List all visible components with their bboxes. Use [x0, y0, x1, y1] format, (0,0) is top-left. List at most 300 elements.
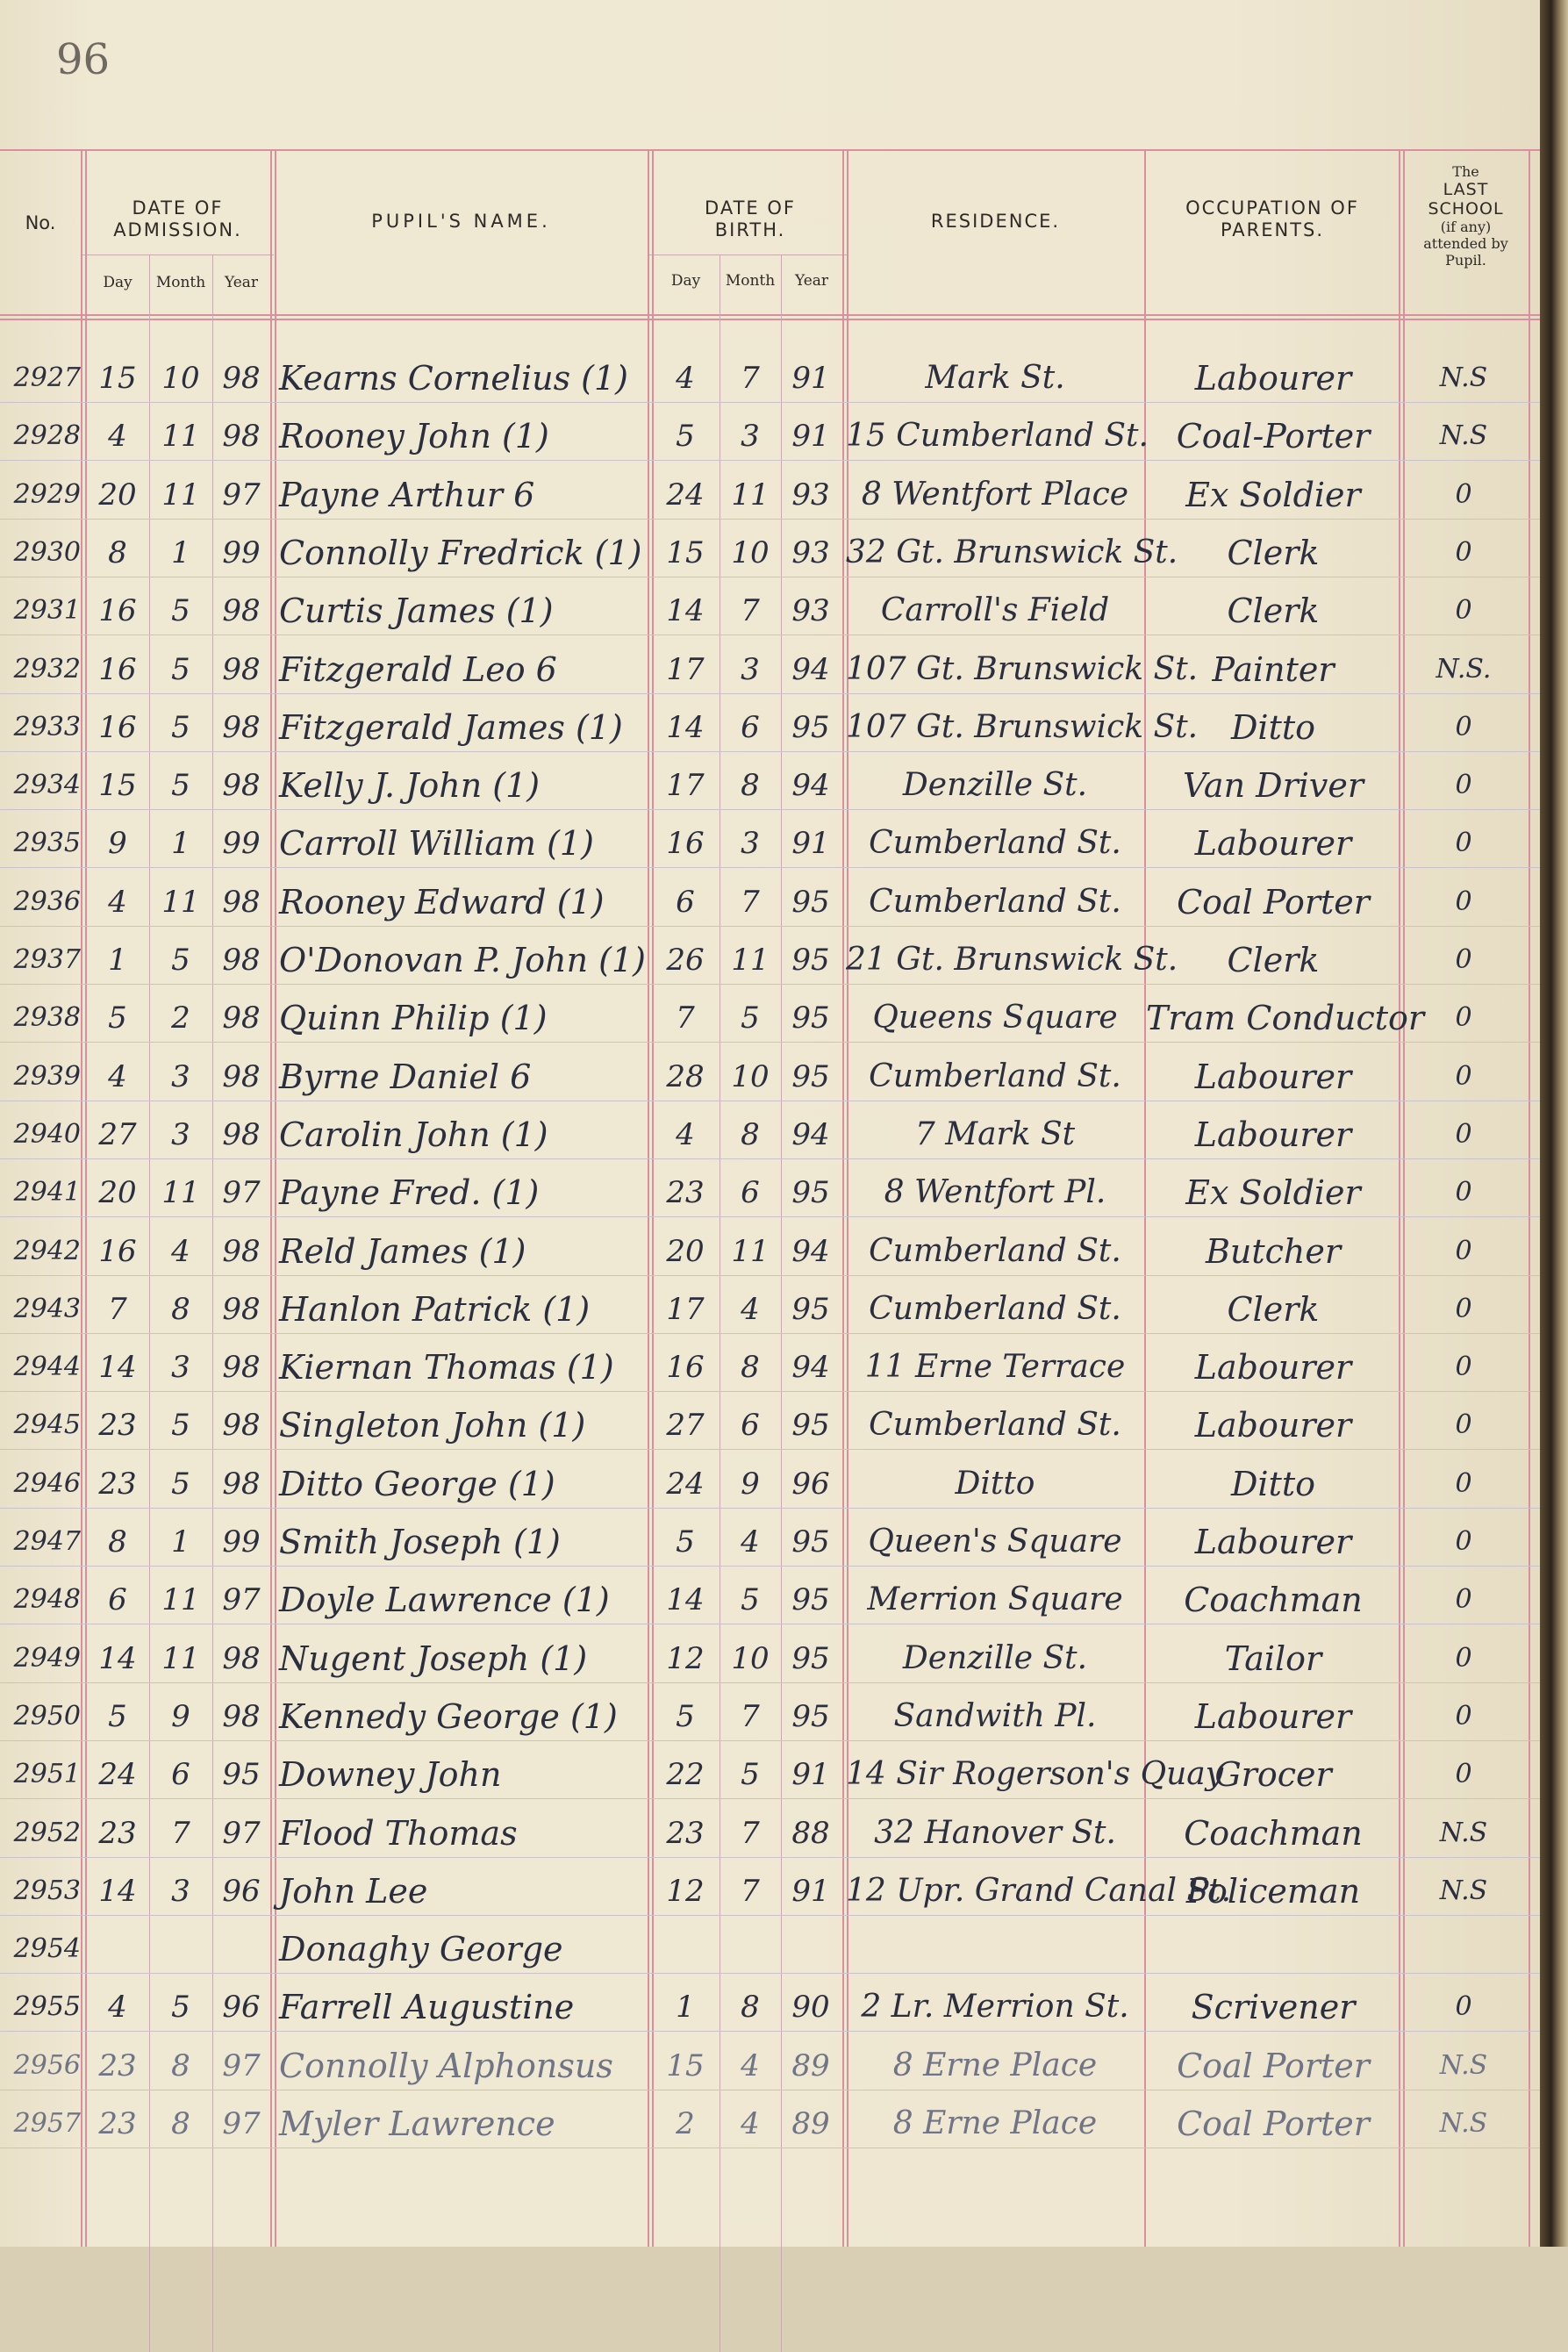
admission-day: 8	[108, 534, 127, 570]
admission-day: 16	[98, 651, 137, 687]
last-school: 0	[1455, 1002, 1472, 1034]
birth-month: 4	[741, 2047, 760, 2083]
last-school: 0	[1455, 595, 1472, 627]
pupil-name: O'Donovan P. John (1)	[279, 941, 646, 979]
entry-number: 2932	[13, 653, 81, 685]
admission-month: 1	[171, 534, 190, 570]
birth-month: 6	[741, 1408, 760, 1444]
birth-year: 89	[791, 2047, 830, 2083]
birth-month: 7	[741, 884, 760, 920]
admission-day: 23	[98, 1466, 137, 1502]
occupation: Labourer	[1194, 1057, 1352, 1096]
pupil-name: Kennedy George (1)	[279, 1696, 618, 1736]
residence: Cumberland St.	[869, 1232, 1121, 1269]
birth-month: 11	[731, 1233, 770, 1269]
birth-month: 7	[741, 1815, 760, 1851]
last-school: N.S	[1439, 1817, 1488, 1848]
birth-month: 11	[731, 477, 770, 513]
admission-day: 16	[98, 709, 137, 745]
admission-day: 1	[108, 943, 127, 978]
admission-day: 4	[108, 419, 127, 455]
residence: 8 Wentfort Place	[861, 476, 1129, 513]
table-row	[0, 1452, 1540, 1509]
table-row	[0, 1802, 1540, 1858]
admission-month: 1	[171, 826, 190, 862]
birth-year: 91	[791, 1873, 830, 1909]
last-school: 0	[1455, 1293, 1472, 1324]
admission-day: 4	[108, 884, 127, 920]
admission-month: 8	[171, 2106, 190, 2141]
residence: 8 Erne Place	[892, 2047, 1098, 2083]
table-row	[0, 1278, 1540, 1334]
birth-month: 10	[731, 534, 770, 570]
birth-day: 16	[666, 1350, 705, 1386]
residence: 15 Cumberland St.	[846, 418, 1149, 455]
entry-number: 2941	[13, 1177, 81, 1208]
pupil-name: Fitzgerald James (1)	[279, 707, 623, 747]
birth-month: 3	[741, 419, 760, 455]
pupil-name: Reld James (1)	[279, 1231, 526, 1271]
birth-month: 4	[741, 2106, 760, 2141]
admission-month: 11	[161, 1582, 200, 1618]
table-row	[0, 638, 1540, 694]
table-row	[0, 754, 1540, 810]
header-occupation: OCCUPATION OF PARENTS.	[1185, 197, 1359, 240]
admission-day: 23	[98, 1408, 137, 1444]
residence: Cumberland St.	[869, 1407, 1121, 1444]
residence: Denzille St.	[902, 767, 1088, 804]
residence: 107 Gt. Brunswick St.	[846, 708, 1199, 745]
birth-day: 24	[666, 477, 705, 513]
birth-year: 95	[791, 1582, 830, 1618]
table-row	[0, 1336, 1540, 1392]
table-row	[0, 1685, 1540, 1741]
occupation: Scrivener	[1191, 1988, 1356, 2027]
entry-number: 2953	[13, 1875, 81, 1906]
residence: Cumberland St.	[869, 883, 1121, 920]
admission-month: 3	[171, 1058, 190, 1094]
table-row	[0, 1743, 1540, 1799]
entry-number: 2938	[13, 1002, 81, 1034]
admission-day: 23	[98, 2106, 137, 2141]
entry-number: 2949	[13, 1642, 81, 1674]
birth-month: 10	[731, 1640, 770, 1676]
birth-day: 23	[666, 1175, 705, 1211]
admission-month: 5	[171, 593, 190, 629]
entry-number: 2957	[13, 2108, 81, 2139]
birth-day: 17	[666, 768, 705, 804]
book-spine	[1540, 0, 1568, 2247]
last-school: N.S	[1439, 420, 1488, 452]
entry-number: 2930	[13, 536, 81, 568]
header-pupil-name: PUPIL'S NAME.	[371, 211, 551, 232]
header-bottom-rule-2	[0, 319, 1540, 320]
admission-year: 99	[222, 826, 261, 862]
admission-month: 1	[171, 1524, 190, 1560]
entry-number: 2939	[13, 1060, 81, 1092]
birth-year: 96	[791, 1466, 830, 1502]
birth-day: 5	[676, 419, 695, 455]
admission-year: 97	[222, 2106, 261, 2141]
admission-month: 3	[171, 1350, 190, 1386]
header-bottom-rule	[0, 314, 1540, 316]
birth-day: 14	[666, 593, 705, 629]
birth-month: 5	[741, 1000, 760, 1036]
occupation: Ditto	[1230, 1464, 1316, 1503]
entry-number: 2940	[13, 1118, 81, 1150]
last-school: 0	[1455, 711, 1472, 742]
admission-year: 98	[222, 1116, 261, 1152]
last-school: 0	[1455, 944, 1472, 975]
admission-day: 23	[98, 2047, 137, 2083]
pupil-name: Nugent Joseph (1)	[279, 1639, 588, 1678]
occupation: Coal Porter	[1177, 2105, 1370, 2143]
entry-number: 2947	[13, 1526, 81, 1557]
residence: Sandwith Pl.	[893, 1697, 1097, 1734]
table-row	[0, 1627, 1540, 1683]
table-row	[0, 2034, 1540, 2090]
birth-month: 3	[741, 651, 760, 687]
birth-day: 17	[666, 1291, 705, 1327]
admission-year: 98	[222, 709, 261, 745]
table-row	[0, 579, 1540, 635]
pupil-name: Ditto George (1)	[279, 1464, 555, 1503]
birth-day: 15	[666, 2047, 705, 2083]
last-school: 0	[1455, 1352, 1472, 1383]
birth-year: 89	[791, 2106, 830, 2141]
birth-year: 95	[791, 1408, 830, 1444]
occupation: Grocer	[1214, 1755, 1332, 1795]
entry-number: 2931	[13, 595, 81, 627]
table-row	[0, 2092, 1540, 2148]
occupation: Coachman	[1184, 1813, 1363, 1853]
birth-day: 14	[666, 709, 705, 745]
last-school: 0	[1455, 1759, 1472, 1790]
occupation: Ex Soldier	[1185, 1173, 1361, 1213]
birth-year: 95	[791, 1058, 830, 1094]
birth-month: 8	[741, 1990, 760, 2026]
pupil-name: Kelly J. John (1)	[279, 766, 541, 806]
last-school: 0	[1455, 828, 1472, 859]
residence: 8 Wentfort Pl.	[884, 1174, 1106, 1211]
birth-day	[651, 1918, 720, 1974]
table-row	[0, 463, 1540, 520]
admission-day: 16	[98, 593, 137, 629]
header-birth-day: Day	[670, 272, 701, 290]
residence: Queen's Square	[868, 1524, 1122, 1560]
residence: 7 Mark St	[914, 1115, 1076, 1152]
admission-month: 5	[171, 709, 190, 745]
admission-day: 15	[98, 361, 137, 396]
header-admission: DATE OF ADMISSION.	[113, 197, 242, 240]
occupation: Coal Porter	[1177, 2046, 1370, 2085]
residence: 12 Upr. Grand Canal St.	[846, 1872, 1232, 1909]
birth-day: 4	[676, 361, 695, 396]
entry-number: 2944	[13, 1352, 81, 1383]
birth-day: 20	[666, 1233, 705, 1269]
admission-day: 14	[98, 1350, 137, 1386]
last-school: 0	[1455, 1584, 1472, 1616]
birth-day: 5	[676, 1524, 695, 1560]
header-last-school	[1403, 163, 1529, 269]
header-no: No.	[25, 212, 56, 233]
birth-year: 91	[791, 419, 830, 455]
birth-month: 11	[731, 943, 770, 978]
admission-day: 24	[98, 1757, 137, 1793]
admission-month: 11	[161, 1175, 200, 1211]
admission-year: 98	[222, 419, 261, 455]
entry-number: 2935	[13, 828, 81, 859]
admission-day: 14	[98, 1873, 137, 1909]
last-school: N.S.	[1436, 653, 1492, 685]
pupil-name: Payne Fred. (1)	[279, 1173, 540, 1213]
birth-year: 91	[791, 361, 830, 396]
last-school: N.S	[1439, 362, 1488, 393]
pupil-name: Rooney Edward (1)	[279, 882, 605, 921]
entry-number: 2945	[13, 1409, 81, 1441]
birth-year: 88	[791, 1815, 830, 1851]
pupil-name: Hanlon Patrick (1)	[279, 1289, 591, 1329]
admission-day: 4	[108, 1990, 127, 2026]
pupil-name: Farrell Augustine	[279, 1988, 575, 2027]
pupil-name: Payne Arthur 6	[279, 475, 535, 514]
last-school	[1402, 1918, 1525, 1974]
admission-year: 95	[222, 1757, 261, 1793]
residence: Carroll's Field	[880, 592, 1110, 629]
admission-day: 20	[98, 1175, 137, 1211]
table-row	[0, 871, 1540, 927]
last-school: 0	[1455, 1235, 1472, 1266]
page-number: 96	[56, 35, 111, 84]
residence: Cumberland St.	[869, 1058, 1121, 1094]
table-row	[0, 1860, 1540, 1916]
birth-month: 7	[741, 361, 760, 396]
admission-year: 96	[222, 1990, 261, 2026]
occupation: Clerk	[1227, 592, 1320, 631]
table-row	[0, 521, 1540, 577]
pupil-name: Carolin John (1)	[279, 1115, 548, 1154]
birth-day: 22	[666, 1757, 705, 1793]
entry-number: 2933	[13, 711, 81, 742]
admission-month: 3	[171, 1873, 190, 1909]
pupil-name: Byrne Daniel 6	[279, 1057, 532, 1096]
occupation	[1146, 1918, 1400, 1974]
admission-month: 3	[171, 1116, 190, 1152]
admission-month: 5	[171, 1466, 190, 1502]
residence: Ditto	[955, 1465, 1035, 1502]
occupation: Labourer	[1194, 1348, 1352, 1388]
birth-day: 16	[666, 826, 705, 862]
admission-day: 5	[108, 1698, 127, 1734]
occupation: Labourer	[1194, 1406, 1352, 1445]
entry-number: 2936	[13, 886, 81, 917]
birth-year	[781, 1918, 841, 1974]
admission-month: 5	[171, 943, 190, 978]
residence: 11 Erne Terrace	[864, 1349, 1126, 1386]
birth-year: 94	[791, 768, 830, 804]
last-school: 0	[1455, 478, 1472, 510]
table-row	[0, 1103, 1540, 1159]
header-school-last: LAST SCHOOL	[1428, 180, 1504, 219]
last-school: 0	[1455, 770, 1472, 801]
birth-year: 91	[791, 1757, 830, 1793]
occupation: Painter	[1212, 649, 1335, 689]
admission-year: 98	[222, 1408, 261, 1444]
table-row	[0, 1394, 1540, 1450]
occupation: Clerk	[1227, 533, 1320, 572]
table-row	[0, 696, 1540, 752]
last-school: 0	[1455, 1060, 1472, 1092]
last-school: N.S	[1439, 2049, 1488, 2081]
table-row	[0, 1976, 1540, 2032]
admission-day: 23	[98, 1815, 137, 1851]
residence: 32 Gt. Brunswick St.	[846, 534, 1178, 570]
admission-year: 96	[222, 1873, 261, 1909]
occupation: Clerk	[1227, 1289, 1320, 1329]
pupil-name: Doyle Lawrence (1)	[279, 1581, 610, 1620]
birth-day: 27	[666, 1408, 705, 1444]
occupation: Butcher	[1205, 1231, 1342, 1271]
admission-month: 11	[161, 477, 200, 513]
residence: 8 Erne Place	[892, 2105, 1098, 2141]
occupation: Labourer	[1194, 1696, 1352, 1736]
last-school: 0	[1455, 1991, 1472, 2023]
admission-month: 11	[161, 1640, 200, 1676]
birth-year: 90	[791, 1990, 830, 2026]
birth-year: 93	[791, 534, 830, 570]
birth-year: 95	[791, 1000, 830, 1036]
pupil-name: Kiernan Thomas (1)	[279, 1348, 614, 1388]
entry-number: 2943	[13, 1293, 81, 1324]
admission-year: 98	[222, 1058, 261, 1094]
header-birth: DATE OF BIRTH.	[705, 197, 796, 240]
pupil-name: Quinn Philip (1)	[279, 999, 548, 1038]
admission-month: 5	[171, 651, 190, 687]
admission-day: 9	[108, 826, 127, 862]
pupil-name: Kearns Cornelius (1)	[279, 359, 628, 398]
header-school-attended: attended by Pupil.	[1423, 235, 1508, 269]
entry-number: 2937	[13, 944, 81, 975]
admission-day: 8	[108, 1524, 127, 1560]
table-row	[0, 1220, 1540, 1276]
last-school: 0	[1455, 1700, 1472, 1732]
birth-month: 5	[741, 1757, 760, 1793]
residence: 107 Gt. Brunswick St.	[846, 650, 1199, 687]
admission-day: 20	[98, 477, 137, 513]
admission-day: 27	[98, 1116, 137, 1152]
occupation: Coachman	[1184, 1581, 1363, 1620]
residence: Cumberland St.	[869, 1290, 1121, 1327]
occupation: Labourer	[1194, 1115, 1352, 1154]
birth-year: 94	[791, 1350, 830, 1386]
pupil-name: Rooney John (1)	[279, 417, 549, 456]
last-school: N.S	[1439, 1875, 1488, 1906]
header-top-rule	[0, 149, 1540, 151]
admission-month: 11	[161, 884, 200, 920]
admission-day: 14	[98, 1640, 137, 1676]
birth-day: 6	[676, 884, 695, 920]
admission-year: 97	[222, 2047, 261, 2083]
pupil-name: Flood Thomas	[279, 1813, 518, 1853]
entry-number: 2929	[13, 478, 81, 510]
occupation: Coal Porter	[1177, 882, 1370, 921]
admission-year: 98	[222, 1233, 261, 1269]
entry-number: 2954	[13, 1933, 81, 1965]
birth-month: 8	[741, 768, 760, 804]
birth-year: 95	[791, 1640, 830, 1676]
entry-number: 2928	[13, 420, 81, 452]
birth-year: 95	[791, 1524, 830, 1560]
birth-day: 24	[666, 1466, 705, 1502]
table-row	[0, 1161, 1540, 1217]
occupation: Labourer	[1194, 1523, 1352, 1561]
pupil-name: Carroll William (1)	[279, 824, 594, 864]
birth-year: 93	[791, 477, 830, 513]
admission-year: 98	[222, 884, 261, 920]
pupil-name: Connolly Fredrick (1)	[279, 533, 642, 572]
occupation: Policeman	[1185, 1871, 1361, 1911]
admission-year: 98	[222, 1640, 261, 1676]
last-school: 0	[1455, 1642, 1472, 1674]
occupation: Tailor	[1224, 1639, 1322, 1678]
birth-month: 5	[741, 1582, 760, 1618]
residence: 21 Gt. Brunswick St.	[846, 942, 1178, 978]
birth-year: 95	[791, 1175, 830, 1211]
residence	[846, 1918, 1144, 1974]
table-row	[0, 1510, 1540, 1567]
entry-number: 2946	[13, 1467, 81, 1499]
birth-day: 7	[676, 1000, 695, 1036]
admission-month: 8	[171, 1291, 190, 1327]
birth-day: 17	[666, 651, 705, 687]
admission-month: 6	[171, 1757, 190, 1793]
birth-month: 9	[741, 1466, 760, 1502]
admission-month: 10	[161, 361, 200, 396]
last-school: 0	[1455, 1177, 1472, 1208]
pupil-name: Fitzgerald Leo 6	[279, 649, 557, 689]
residence: Denzille St.	[902, 1639, 1088, 1676]
entry-number: 2951	[13, 1759, 81, 1790]
entry-number: 2934	[13, 770, 81, 801]
occupation: Clerk	[1227, 941, 1320, 979]
birth-day: 26	[666, 943, 705, 978]
admission-month	[149, 1918, 212, 1974]
header-school-ifany: (if any)	[1440, 219, 1492, 235]
header-admission-month: Month	[155, 274, 206, 291]
birth-month: 7	[741, 593, 760, 629]
admission-day: 4	[108, 1058, 127, 1094]
residence: Cumberland St.	[869, 825, 1121, 862]
birth-year: 95	[791, 943, 830, 978]
admission-year: 98	[222, 1698, 261, 1734]
birth-month: 7	[741, 1873, 760, 1909]
occupation: Tram Conductor	[1146, 999, 1425, 1038]
birth-year: 94	[791, 651, 830, 687]
admission-year: 99	[222, 534, 261, 570]
last-school: N.S	[1439, 2108, 1488, 2139]
birth-month: 3	[741, 826, 760, 862]
birth-day: 23	[666, 1815, 705, 1851]
admission-year: 98	[222, 593, 261, 629]
admission-year: 97	[222, 477, 261, 513]
admission-year: 97	[222, 1582, 261, 1618]
admission-year: 98	[222, 1291, 261, 1327]
birth-year: 95	[791, 1291, 830, 1327]
birth-day: 14	[666, 1582, 705, 1618]
admission-year	[212, 1918, 270, 1974]
admission-year: 97	[222, 1175, 261, 1211]
last-school: 0	[1455, 1526, 1472, 1557]
